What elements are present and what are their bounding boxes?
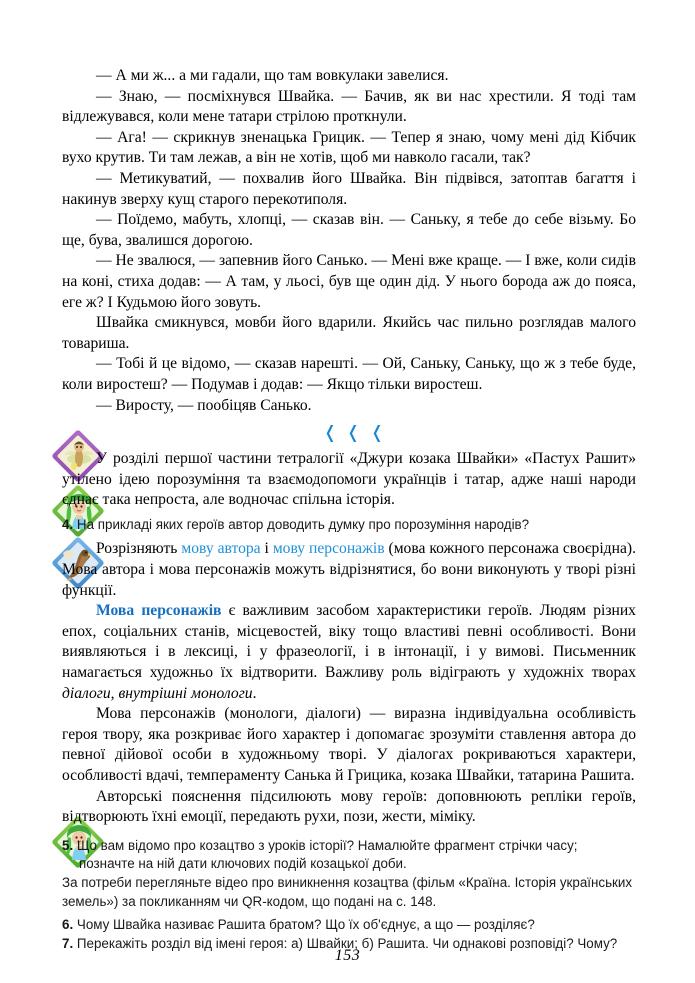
theory-paragraph-2 [62, 601, 636, 704]
term-character-language: мову персонажів [272, 540, 385, 558]
theory-p1-lead: Розрізняють [96, 540, 182, 558]
theory-paragraph-4: Авторські пояснення підсилюють мову героїв: доповнюють репліки героїв, відтворюють їхні емоції, передають рухи, пози, жести, міміку. [62, 787, 636, 826]
theory-paragraph-1 [62, 539, 636, 601]
swirl-ornament-icon: ❭ [314, 423, 338, 444]
italic-terms-dialogues-monologues: діалоги, внутрішні монологи [62, 684, 253, 702]
dialogue-section [62, 66, 636, 416]
question-5-note: За потреби перегляньте відео про виникнення козацтва (фільм «Країна. Історія українських земель») за покликанням чи QR-кодом, що подані на с. 148. [62, 874, 633, 909]
question-4-text: На прикладі яких героїв автор доводить думку про порозуміння народів? [76, 516, 530, 532]
question-6-number: 6. [62, 917, 74, 933]
dialogue-paragraph: Швайка смикнувся, мовби його вдарили. Якийсь час пильно розглядав малого товариша. [62, 314, 636, 352]
dialogue-paragraph: — Виросту, — пообіцяв Санько. [96, 396, 312, 414]
theory-p1-rest: (мова кожного персонажа своєрідна). Мова автора і мова персонажів можуть відрізнятися, бо вони виконують у творі різні функції. [62, 540, 636, 599]
tetralogy-note: У розділі першої частини тетралогії «Джури козака Швайки» «Пастух Рашит» утілено ідею порозуміння та взаємодопомоги українців і татар, адже наші народи єднає така непроста, але водночас спільна історія. [62, 450, 636, 509]
theory-p2-end: . [252, 684, 257, 702]
page-number: 153 [334, 947, 361, 964]
dialogue-paragraph: — Поїдемо, мабуть, хлопці, — сказав він. — Саньку, я тебе до себе візьму. Бо ще, бува, звалишся дорогою. [62, 211, 636, 249]
question-6-text: Чому Швайка називає Рашита братом? Що їх об'єднує, а що — розділяє? [76, 917, 535, 933]
dialogue-paragraph: — Не звалюся, — запевнив його Санько. — Мені вже краще. — І вже, коли сидів на коні, стиха додав: — А там, у льосі, був ще один дід. У нього борода аж до пояса, еге ж? І Кудьмою його зовуть. [62, 252, 636, 311]
decorative-swirl-divider [62, 423, 636, 443]
term-character-language-bold: Мова персонажів [96, 602, 222, 620]
dialogue-paragraph: — Метикуватий, — похвалив його Швайка. Він підвівся, затоптав багаття і накинув зверху кущ старого перекотиполя. [62, 169, 636, 208]
term-author-language: мову автора [181, 540, 261, 558]
question-5 [62, 837, 636, 874]
dialogue-paragraph: — А ми ж... а ми гадали, що там вовкулаки завелися. [96, 67, 449, 84]
question-7-number: 7. [62, 935, 74, 951]
question-6 [62, 916, 636, 935]
theory-p2-text: є важливим засобом характеристики героїв. Людям різних епох, соціальних станів, місцевостей, віку тощо властиві певні особливості. Вони виявляються і в лексиці, і у фразеології, і в інтонації, і у вимові. Письменник намагається художньо їх відтворити. Важливу роль відіграють у художніх творах [62, 602, 636, 682]
swirl-ornament-icon: ❭ [337, 423, 361, 444]
dialogue-paragraph: — Ага! — скрикнув зненацька Грицик. — Тепер я знаю, чому мені дід Кібчик вухо крутив. Ти там лежав, а він не хотів, щоб ми навколо гасали, так? [62, 128, 636, 167]
theory-p1-conj: і [260, 540, 273, 558]
page-content [62, 66, 636, 953]
question-5-text: Що вам відомо про козацтво з уроків історії? Намалюйте фрагмент стрічки часу; позначте на ній дати ключових подій козацької доби. [76, 837, 578, 872]
question-4 [62, 516, 636, 535]
dialogue-paragraph: — Тобі й це відомо, — сказав нарешті. — Ой, Саньку, Саньку, що ж з тебе буде, коли виростеш? — Подумав і додав: — Якщо тільки виростеш. [62, 355, 636, 393]
question-4-number: 4. [62, 516, 74, 532]
dialogue-paragraph: — Знаю, — посміхнувся Швайка. — Бачив, як ви нас хрестили. Я тоді там відлежувався, коли мене татари стрілою проткнули. [62, 87, 636, 126]
question-7-text: Перекажіть розділ від імені героя: а) Швайки; б) Рашита. Чи однакові розповіді? Чому? [76, 935, 618, 951]
swirl-ornament-icon: ❭ [360, 423, 384, 444]
question-5-number: 5. [62, 837, 74, 853]
theory-paragraph-3: Мова персонажів (монологи, діалоги) — виразна індивідуальна особливість героя твору, яка розкриває його характер і допомагає зрозуміти ставлення автора до певної дійової особи в художньому творі. У діалогах рокриваються характери, особливості вдачі, темпераменту Санька й Грицика, козака Швайки, татарина Рашита. [62, 705, 636, 784]
